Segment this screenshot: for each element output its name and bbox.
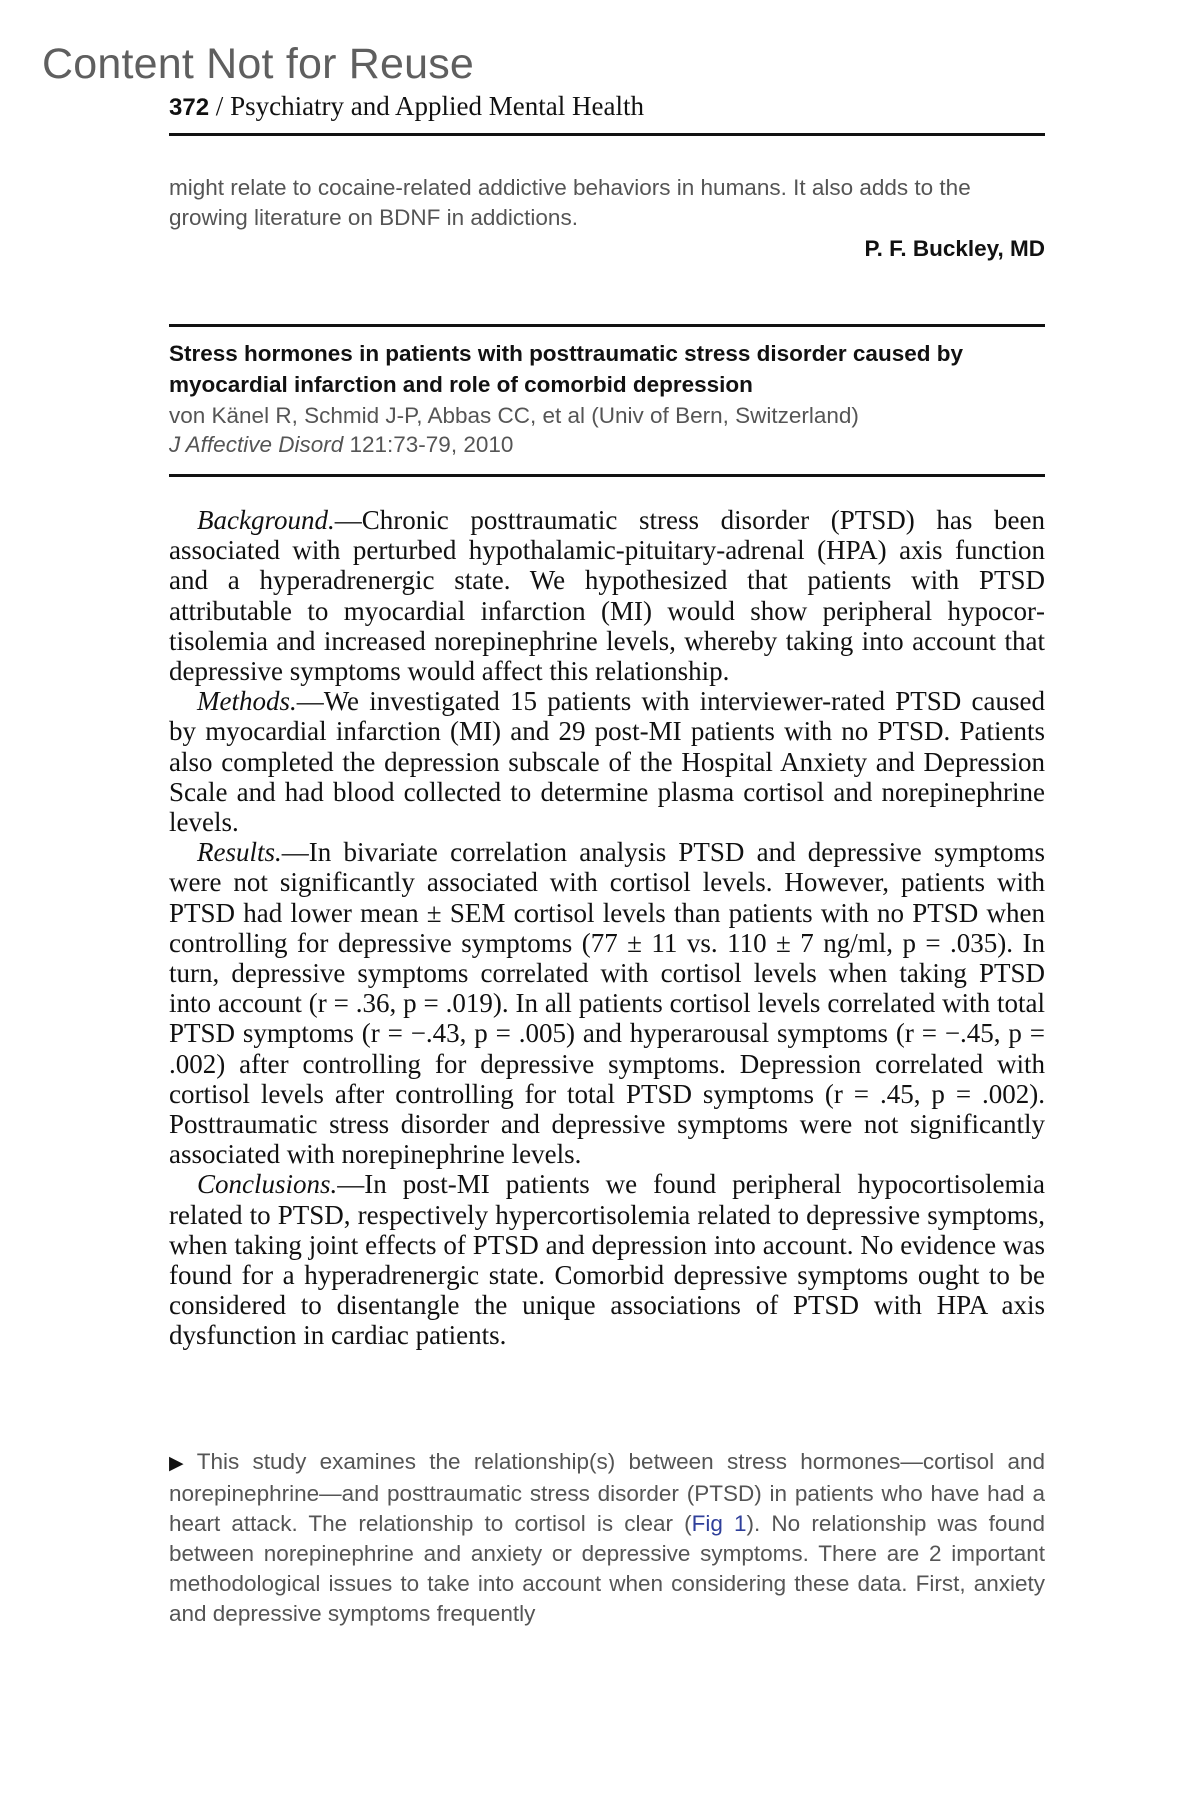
previous-item-text: might relate to cocaine-related addictive behaviors in humans. It also adds to the growing literature on BDNF in addictions. bbox=[169, 175, 971, 230]
results-label: Results. bbox=[197, 837, 282, 868]
header-separator: / bbox=[215, 91, 224, 121]
background-label: Background. bbox=[197, 505, 335, 535]
watermark: Content Not for Reuse bbox=[42, 40, 475, 88]
reviewer-signature: P. F. Buckley, MD bbox=[864, 236, 1045, 261]
triangle-marker-icon: ▶ bbox=[169, 1453, 191, 1474]
abstract-top-rule bbox=[169, 474, 1045, 477]
results-text: —In bivariate correlation analysis PTSD and depressive symptoms were not significantly associated with cortisol levels. However, patients with PTSD had lower mean ± SEM cortisol levels than patients with no PTSD when controlling for depressive symptoms (77 ± 11 vs. 110 ± 7 ng/ml, p = .035). In turn, depressive symptoms correlated with cortisol levels when taking PTSD into account (r = .36, p = .019). In all patients cortisol levels correlated with total PTSD symptoms (r = −.43, p = .005) and hyperarousal symptoms (r = −.45, p = .002) after controlling for depressive symptoms. Depression correlated with cortisol levels after controlling for total PTSD symptoms (r = .45, p = .002). Posttraumatic stress disorder and depressive symptoms were not significantly associated with norepinephrine levels. bbox=[169, 837, 1045, 1170]
methods-text: —We investigated 15 patients with interviewer-rated PTSD caused by myocardial infarction (MI) and 29 post-MI patients with no PTSD. Patients also completed the depression subscale of the Hospital Anxiety and Depression Scale and had blood collected to determine plasma cortisol and norepinephrine levels. bbox=[169, 686, 1045, 838]
journal-name: Psychiatry and Applied Mental Health bbox=[230, 91, 644, 121]
article-title: Stress hormones in patients with posttraumatic stress disorder caused by myocardial infarction and role of comorbid depression bbox=[169, 341, 963, 397]
background-text: —Chronic posttraumatic stress disorder (PTSD) has been associated with perturbed hypothalamic-pituitary-adrenal (HPA) axis function and a hyperadrenergic state. We hypothesized that patients with PTSD attributable to myocardial infarction (MI) would show peripheral hypocortisolemia and increased norepinephrine levels, whereby taking into account that depressive symptoms would affect this relationship. bbox=[169, 505, 1045, 687]
conclusions-text: —In post-MI patients we found peripheral hypocortisolemia related to PTSD, respectively hypercortisolemia related to depressive symptoms, when taking joint effects of PTSD and depression into account. No evidence was found for a hyperadrenergic state. Comorbid depressive symptoms ought to be considered to disentangle the unique associations of PTSD with HPA axis dysfunction in cardiac patients. bbox=[169, 1169, 1045, 1351]
commentary-text-before: This study examines the relationship(s) between stress hormones—cortisol and norepinephrine—and posttraumatic stress disorder (PTSD) in patients who have had a heart attack. The relationship to cortisol is clear ( bbox=[169, 1449, 1045, 1536]
article-top-rule bbox=[169, 324, 1045, 327]
abstract-results bbox=[169, 837, 1045, 1169]
header-rule bbox=[169, 133, 1045, 136]
running-head bbox=[169, 91, 1045, 122]
figure-link[interactable]: Fig 1 bbox=[691, 1511, 747, 1536]
citation-detail: 121:73-79, 2010 bbox=[343, 432, 514, 457]
abstract-methods bbox=[169, 686, 1045, 837]
methods-label: Methods. bbox=[197, 686, 297, 717]
article-authors: von Känel R, Schmid J-P, Abbas CC, et al (Univ of Bern, Switzerland) bbox=[169, 403, 859, 428]
abstract bbox=[169, 505, 1045, 1351]
citation-journal: J Affective Disord bbox=[169, 432, 344, 457]
conclusions-label: Conclusions. bbox=[197, 1169, 338, 1200]
abstract-conclusions bbox=[169, 1169, 1045, 1350]
article-citation bbox=[169, 430, 1045, 460]
abstract-background bbox=[169, 505, 1045, 686]
page-number: 372 bbox=[169, 94, 210, 121]
commentary bbox=[169, 1447, 1045, 1629]
commentary-text-after: ). No relationship was found between norepinephrine and anxiety or depressive symptoms. There are 2 important methodological issues to take into account when considering these data. First, anxiety and depressive symptoms frequently bbox=[169, 1511, 1045, 1626]
